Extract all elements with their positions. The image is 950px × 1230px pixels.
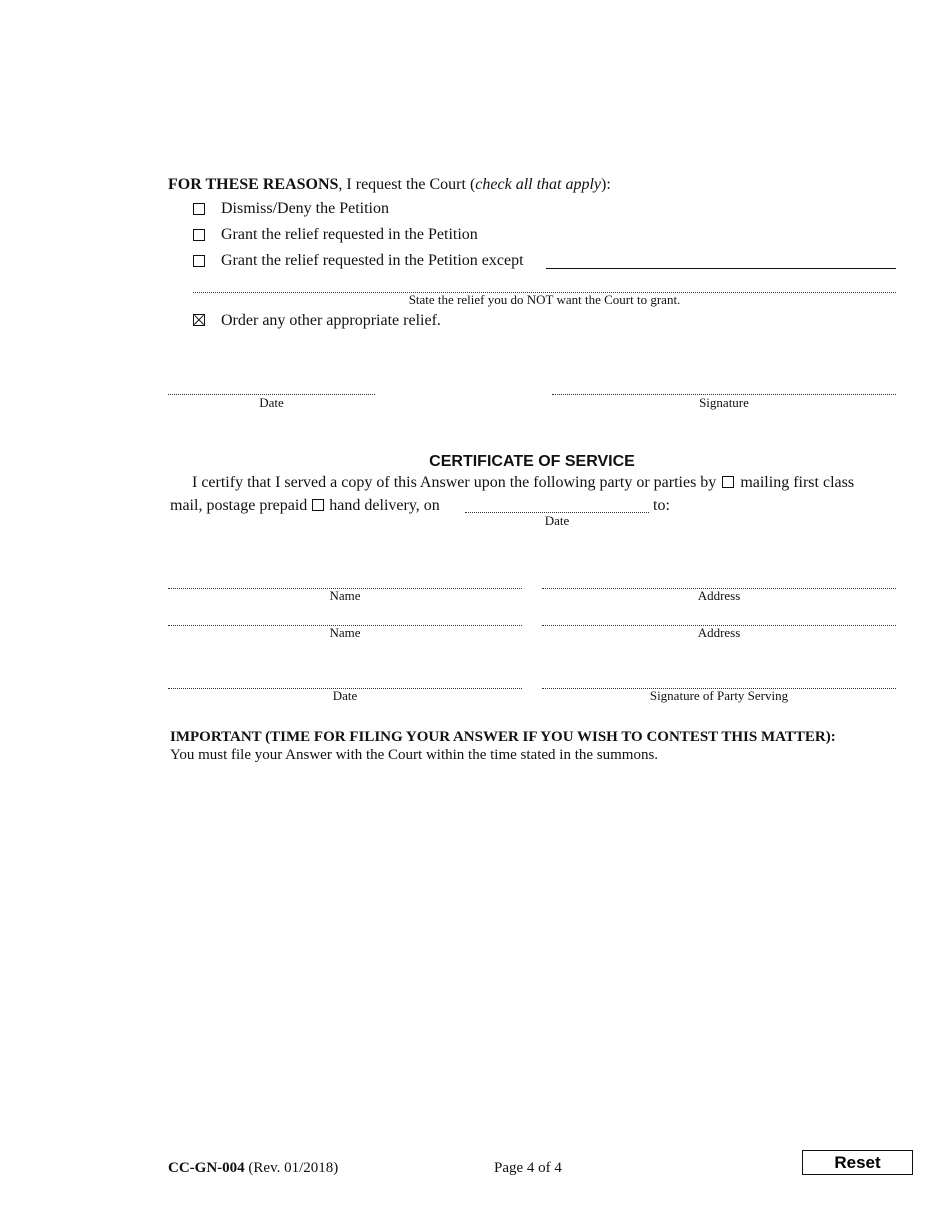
name-caption-1: Name: [329, 588, 361, 603]
name-caption-2: Name: [329, 625, 361, 640]
checkbox-grant-except[interactable]: [193, 254, 205, 272]
reasons-lead-end: ):: [601, 176, 611, 193]
certificate-line-2: [170, 496, 440, 516]
option-other-relief-label: Order any other appropriate relief.: [221, 312, 441, 329]
checkbox-dismiss[interactable]: [193, 202, 205, 220]
form-revision: (Rev. 01/2018): [244, 1160, 339, 1176]
form-code: [168, 1159, 338, 1177]
checkbox-other-relief[interactable]: [193, 313, 205, 331]
service-sign-date-caption: Date: [332, 688, 358, 703]
form-code-number: CC-GN-004: [168, 1160, 245, 1176]
option-grant-label: Grant the relief requested in the Petition: [221, 226, 478, 243]
certificate-heading: CERTIFICATE OF SERVICE: [429, 453, 635, 470]
except-input-line[interactable]: [546, 268, 896, 269]
checkbox-grant[interactable]: [193, 228, 205, 246]
signature-caption: Signature: [699, 395, 749, 410]
certificate-option-mail: mailing first class: [740, 474, 855, 491]
certificate-line-1: [192, 473, 854, 493]
except-caption: State the relief you do NOT want the Court to grant.: [408, 292, 681, 307]
important-title: IMPORTANT (TIME FOR FILING YOUR ANSWER IF YOU WISH TO CONTEST THIS MATTER):: [170, 729, 836, 745]
reasons-lead-italic: check all that apply: [475, 176, 602, 193]
checkbox-mail[interactable]: [722, 476, 734, 488]
reasons-intro: [168, 175, 611, 195]
address-caption-2: Address: [697, 625, 741, 640]
checkbox-other-relief-box[interactable]: [193, 314, 205, 326]
checkbox-grant-box[interactable]: [193, 229, 205, 241]
checkbox-hand-delivery[interactable]: [312, 499, 324, 511]
reasons-lead-bold: FOR THESE REASONS: [168, 176, 339, 193]
service-date-caption: Date: [544, 513, 570, 528]
important-body: You must file your Answer with the Court within the time stated in the summons.: [170, 747, 659, 763]
reasons-lead-rest: , I request the Court (: [338, 176, 476, 193]
address-caption-1: Address: [697, 588, 741, 603]
reset-button[interactable]: Reset: [802, 1150, 913, 1175]
certificate-option-hand: hand delivery, on: [329, 497, 440, 514]
certificate-text-1: I certify that I served a copy of this Answer upon the following party or parties by: [192, 474, 717, 491]
option-dismiss-label: Dismiss/Deny the Petition: [221, 200, 389, 217]
checkbox-dismiss-box[interactable]: [193, 203, 205, 215]
certificate-text-3: to:: [653, 497, 670, 514]
certificate-text-2: mail, postage prepaid: [170, 497, 308, 514]
party-serving-signature-caption: Signature of Party Serving: [649, 688, 789, 703]
option-grant-except-label: Grant the relief requested in the Petition except: [221, 252, 524, 269]
date-caption: Date: [259, 395, 284, 410]
checkbox-grant-except-box[interactable]: [193, 255, 205, 267]
page-number: Page 4 of 4: [494, 1160, 562, 1176]
